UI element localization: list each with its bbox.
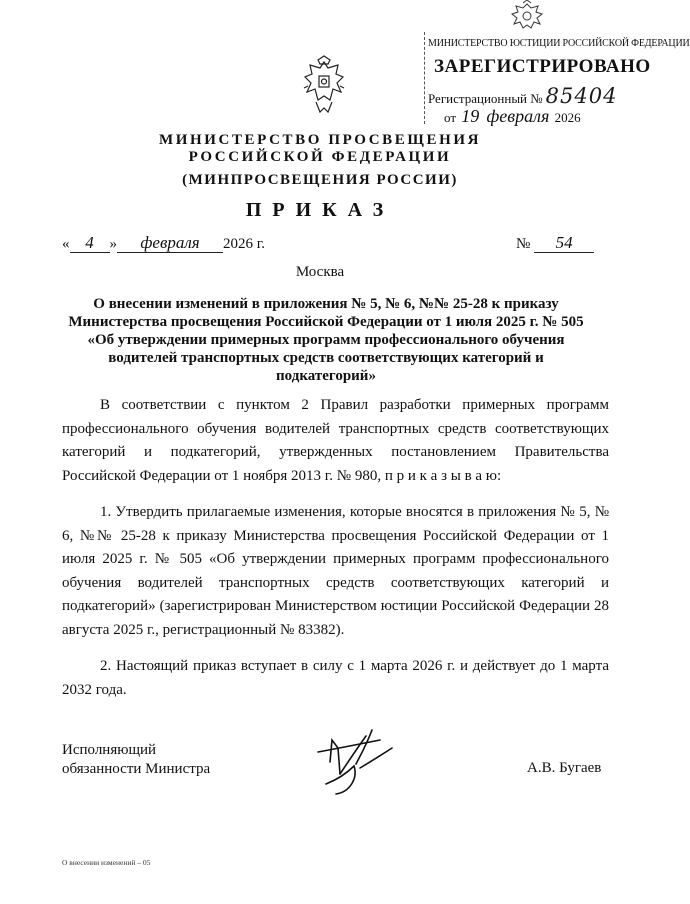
number-value: 54: [534, 234, 594, 253]
body-item-2: 2. Настоящий приказ вступает в силу с 1 марта 2026 г. и действует до 1 марта 2032 года.: [62, 658, 609, 698]
stamp-date: [444, 106, 581, 127]
date-year: 2026 г.: [223, 236, 265, 252]
body-intro: В соответствии с пунктом 2 Правил разработки примерных программ профессионального обучения водителей транспортных средств соответствующих категорий и подкатегорий, утвержденных постановлением Правительства Российской Федерации от 1 ноября 2013 г. № 980, п р и к а з ы в а ю:: [62, 397, 609, 484]
stamp-date-year: 2026: [554, 110, 581, 125]
stamp-title: ЗАРЕГИСТРИРОВАНО: [434, 56, 651, 77]
city: Москва: [295, 264, 345, 280]
date-close-quote: »: [109, 236, 117, 252]
date-month: февраля: [117, 234, 223, 253]
ministry-short-name: (МИНПРОСВЕЩЕНИЯ РОССИИ): [182, 172, 458, 188]
date-day: 4: [70, 234, 110, 253]
registration-stamp: [418, 0, 690, 130]
coat-of-arms-icon: [302, 56, 346, 118]
stamp-registration: [428, 84, 617, 108]
stamp-date-prefix: от: [444, 110, 457, 125]
stamp-reg-label: Регистрационный №: [428, 91, 543, 106]
stamp-ministry: МИНИСТЕРСТВО ЮСТИЦИИ РОССИЙСКОЙ ФЕДЕРАЦИИ: [428, 38, 690, 49]
document-body: [62, 394, 609, 702]
order-number: [516, 234, 594, 253]
signatory-role: Исполняющий обязанности Министра: [62, 742, 211, 777]
date-open-quote: «: [62, 236, 70, 252]
order-date: [62, 234, 265, 253]
body-item-1: 1. Утвердить прилагаемые изменения, которые вносятся в приложения № 5, № 6, №№ 25-28 к приказу Министерства просвещения Российской Федерации от 1 июля 2025 г. № 505 «Об утверждении примерных программ профессионального обучения водителей транспортных средств соответствующих категорий и подкатегорий» (зарегистрирован Министерством юстиции Российской Федерации 28 августа 2025 г., регистрационный № 83382).: [62, 504, 609, 638]
footer-label: О внесении изменений – 05: [62, 858, 151, 867]
handwritten-signature: [300, 722, 400, 798]
coat-of-arms-icon: [508, 0, 546, 34]
stamp-date-day: 19: [461, 106, 480, 126]
document-type: ПРИКАЗ: [245, 199, 395, 221]
ministry-name: МИНИСТЕРСТВО ПРОСВЕЩЕНИЯ РОССИЙСКОЙ ФЕДЕРАЦИИ: [158, 132, 482, 165]
stamp-date-month: февраля: [486, 106, 550, 126]
signatory-name: А.В. Бугаев: [527, 760, 602, 776]
stamp-reg-number: 85404: [545, 84, 618, 108]
number-label: №: [516, 236, 531, 252]
document-title: О внесении изменений в приложения № 5, № 6, №№ 25-28 к приказу Министерства просвещения Российской Федерации от 1 июля 2025 г. № 505 «Об утверждении примерных программ профессионального обучения водителей транспортных средств соответствующих категорий и подкатегорий»: [68, 296, 584, 384]
